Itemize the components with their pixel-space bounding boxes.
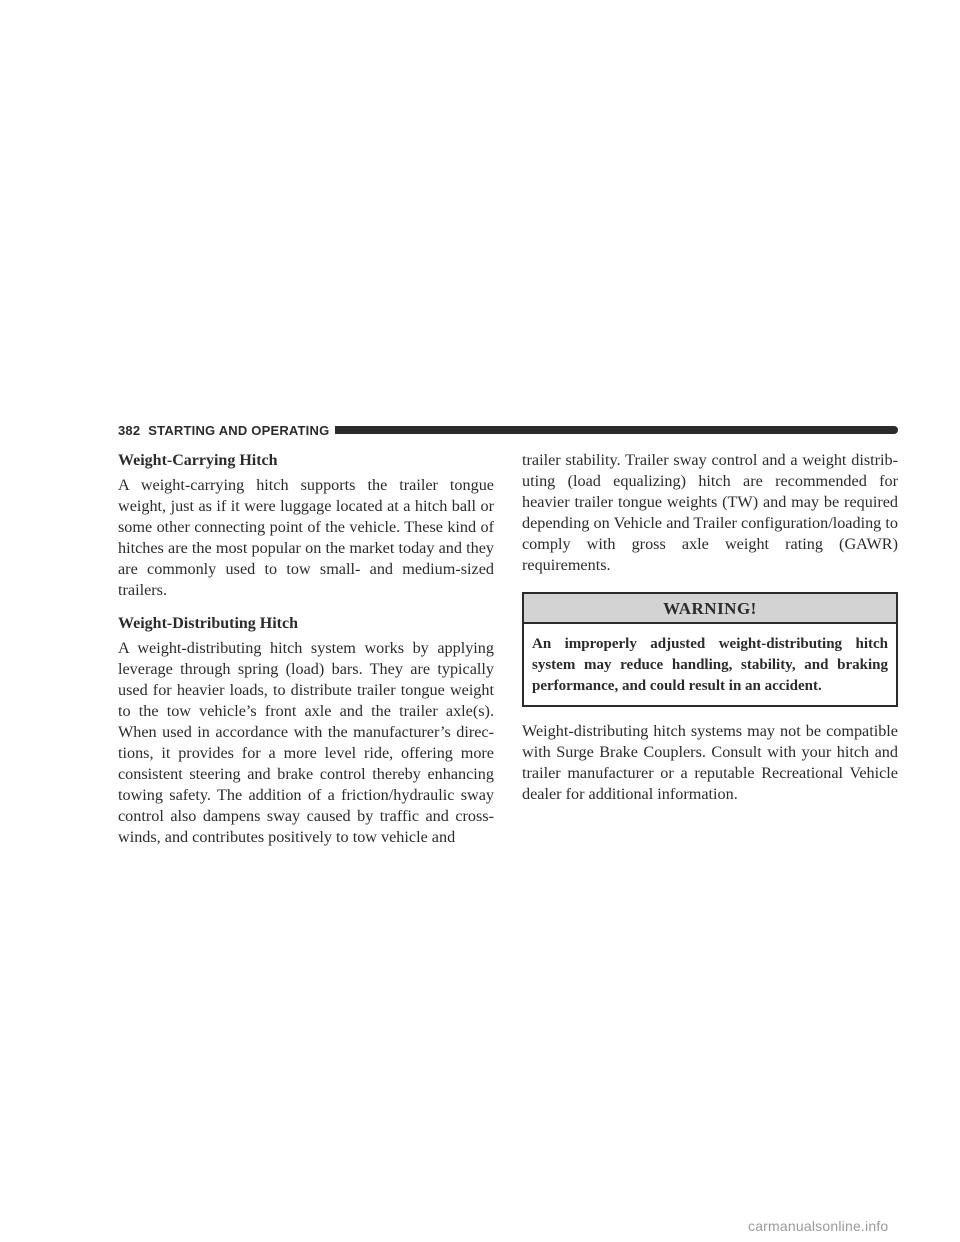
watermark: carmanualsonline.info: [748, 1218, 889, 1234]
warning-text: An improperly adjusted weight-distributing hitch system may reduce handling, stability, and braking performance, and could result in an accident.: [532, 636, 888, 694]
paragraph-trailer-stability: trailer stability. Trailer sway control and a weight distributing (load equalizing) hitch are recommended for heavier trailer tongue weights (TW) and may be required depending on Vehicle and Trailer configuration/loading to comply with gross axle weight rating (GAWR) requirements.: [522, 451, 898, 574]
page-header: [118, 421, 898, 439]
heading-weight-distributing-hitch: Weight-Distributing Hitch: [118, 615, 299, 632]
heading-weight-carrying-hitch: Weight-Carrying Hitch: [118, 452, 278, 469]
paragraph-weight-carrying: A weight-carrying hitch supports the trailer tongue weight, just as if it were luggage located at a hitch ball or some other connecting point of the vehicle. These kind of hitches are the most popular on the market today and they are commonly used to tow small- and medium-sized trailers.: [118, 476, 494, 599]
left-column: [118, 450, 494, 848]
page-number: 382: [118, 422, 141, 438]
warning-box: [522, 592, 898, 707]
paragraph-weight-distributing: A weight-distributing hitch system works by applying leverage through spring (load) bars. They are typically used for heavier loads, to distribute trailer tongue weight to the tow vehicle’s front axle and the trailer axle(s). When used in accordance with the manufacturer’s directions, it provides for a more level ride, offering more consistent steering and brake control thereby enhancing towing safety. The addition of a friction/hydraulic sway control also dampens sway caused by traffic and crosswinds, and contributes positively to tow vehicle and: [118, 639, 494, 846]
warning-title: WARNING!: [524, 594, 896, 624]
section-title: STARTING AND OPERATING: [148, 422, 330, 438]
paragraph-surge-brake: Weight-distributing hitch systems may not be compatible with Surge Brake Couplers. Consult with your hitch and trailer manufacturer or a reputable Recreational Vehicle dealer for additional information.: [522, 722, 898, 803]
right-column: [522, 450, 898, 805]
header-rule: [335, 426, 898, 434]
